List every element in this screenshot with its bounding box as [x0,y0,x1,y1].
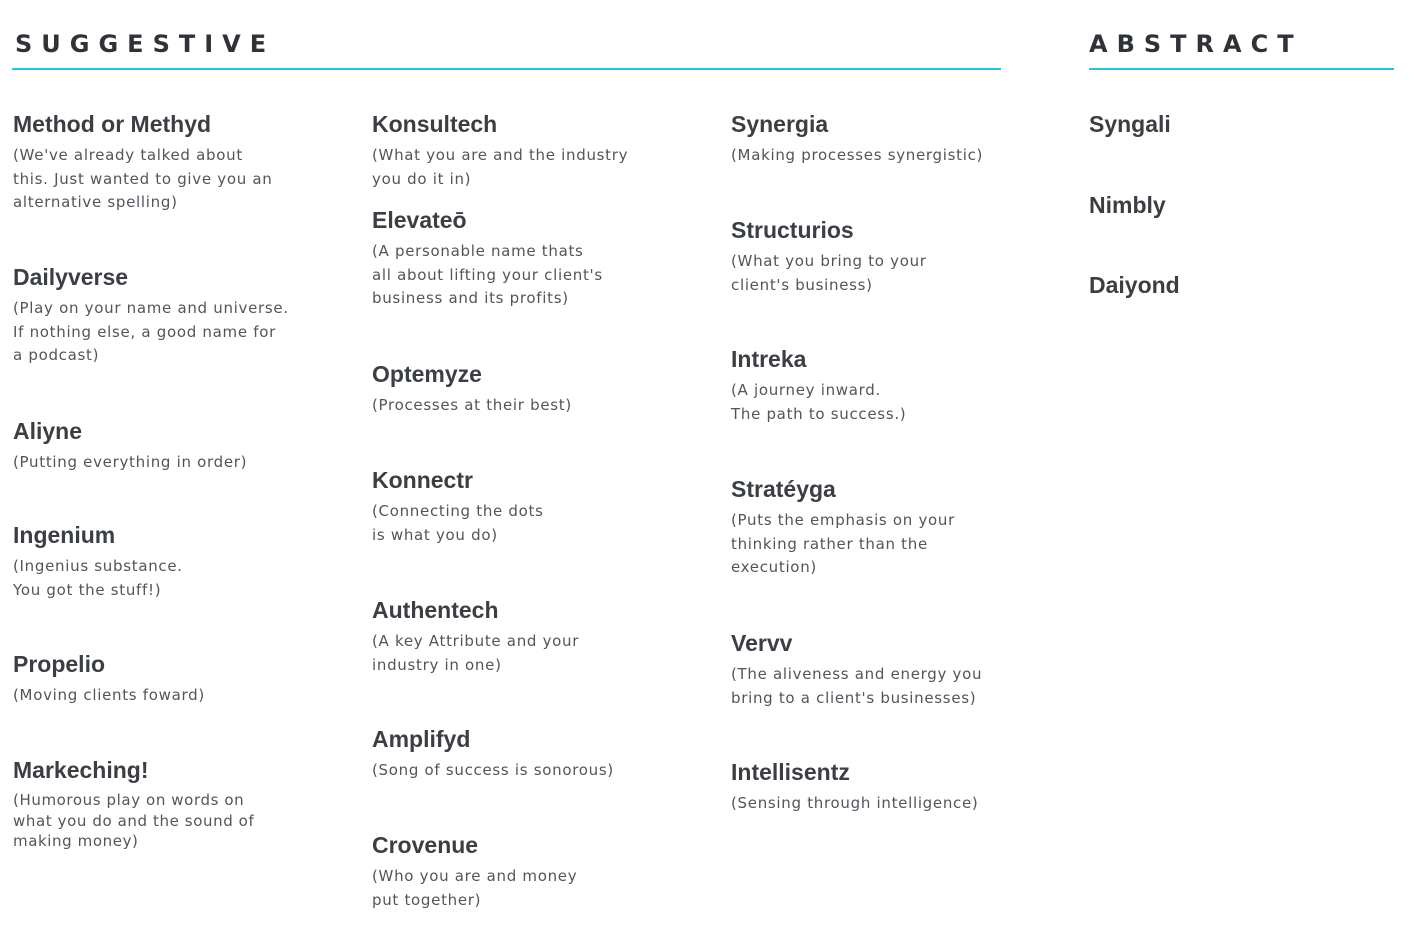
entry-name: Konsultech [372,111,498,137]
entry-description: (Connecting the dots is what you do) [372,502,544,544]
list-item [731,110,1071,168]
abstract-heading: ABSTRACT [1089,30,1303,58]
entry-name: Propelio [13,651,106,677]
entry-name: Optemyze [372,361,482,387]
entry-name: Authentech [372,597,499,623]
list-item [731,345,1071,426]
entry-description: (A key Attribute and your industry in one) [372,632,580,674]
entry-name: Dailyverse [13,264,129,290]
list-item [372,360,712,418]
entry-name: Intreka [731,346,807,372]
list-item [372,831,712,912]
entry-name: Structurios [731,217,854,243]
list-item [13,417,353,475]
list-item [13,263,353,368]
list-item [1089,110,1389,138]
list-item [372,110,712,191]
entry-description: (Making processes synergistic) [731,146,984,164]
entry-name: Synergia [731,111,829,137]
entry-name: Ingenium [13,522,116,548]
entry-name: Markeching! [13,757,149,783]
entry-description: (Puts the emphasis on your thinking rather than the execution) [731,511,955,576]
suggestive-divider [12,68,1001,70]
entry-description: (What you bring to your client's business) [731,252,927,294]
entry-description: (Humorous play on words on what you do and the sound of making money) [13,791,255,850]
entry-name: Stratéyga [731,476,836,502]
entry-name: Elevateō [372,207,467,233]
entry-name: Aliyne [13,418,83,444]
entry-name: Amplifyd [372,726,471,752]
list-item [731,629,1071,710]
list-item [1089,271,1389,299]
entry-description: (What you are and the industry you do it in) [372,146,629,188]
entry-name: Konnectr [372,467,473,493]
suggestive-heading: SUGGESTIVE [15,30,276,58]
entry-description: (Putting everything in order) [13,453,248,471]
list-item [731,758,1071,816]
entry-description: (Ingenius substance. You got the stuff!) [13,557,183,599]
entry-name: Daiyond [1089,272,1180,298]
entry-description: (Play on your name and universe. If nothing else, a good name for a podcast) [13,299,289,364]
list-item [13,756,353,852]
list-item [13,521,353,602]
entry-name: Intellisentz [731,759,850,785]
list-item [13,650,353,708]
list-item [372,596,712,677]
entry-description: (Who you are and money put together) [372,867,578,909]
entry-description: (A journey inward. The path to success.) [731,381,907,423]
entry-description: (The aliveness and energy you bring to a client's businesses) [731,665,983,707]
entry-description: (Song of success is sonorous) [372,761,614,779]
entry-name: Method or Methyd [13,111,212,137]
entry-description: (Sensing through intelligence) [731,794,979,812]
entry-name: Syngali [1089,111,1171,137]
entry-name: Vervv [731,630,793,656]
list-item [1089,191,1389,219]
entry-description: (Processes at their best) [372,396,572,414]
list-item [372,466,712,547]
list-item [731,216,1071,297]
entry-description: (Moving clients foward) [13,686,205,704]
entry-description: (A personable name thats all about lifting your client's business and its profits) [372,242,603,307]
list-item [372,725,712,783]
entry-name: Nimbly [1089,192,1166,218]
list-item [372,206,712,311]
entry-description: (We've already talked about this. Just wanted to give you an alternative spelling) [13,146,273,211]
abstract-divider [1089,68,1394,70]
list-item [13,110,353,215]
entry-name: Crovenue [372,832,479,858]
list-item [731,475,1071,580]
